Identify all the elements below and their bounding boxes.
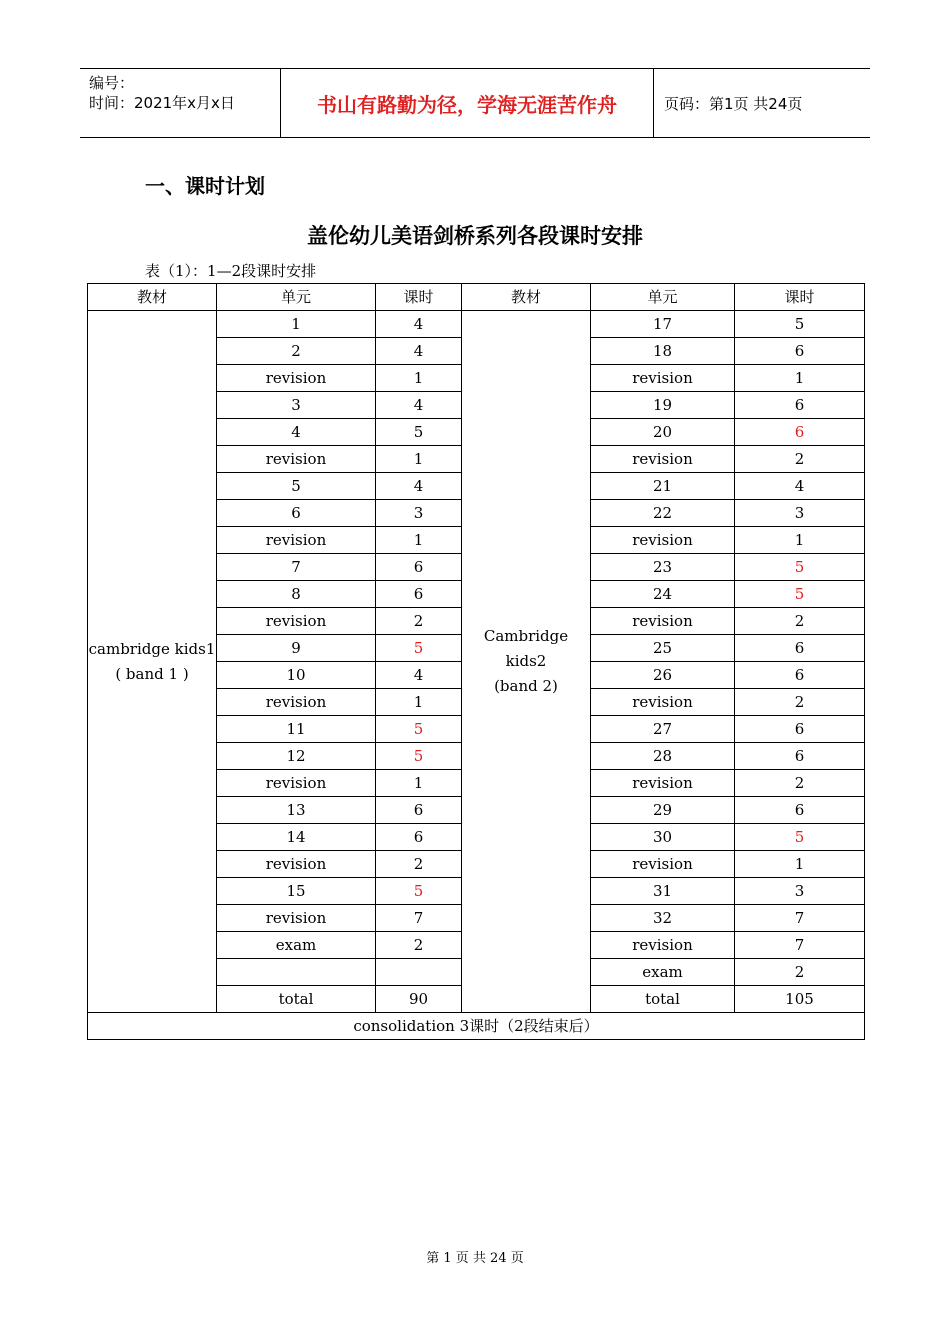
hours-cell: 1 — [735, 365, 865, 392]
unit-cell: 9 — [217, 635, 376, 662]
hours-cell: 5 — [376, 878, 462, 905]
book1-name-line1: cambridge kids1 — [88, 639, 216, 658]
hours-cell: 6 — [735, 635, 865, 662]
unit-cell: revision — [217, 365, 376, 392]
hours-cell: 6 — [735, 662, 865, 689]
hours-cell: 5 — [735, 581, 865, 608]
unit-cell: revision — [217, 689, 376, 716]
hours-cell: 5 — [735, 824, 865, 851]
book2-name-line2: (band 2) — [494, 677, 558, 695]
number-label: 编号： — [89, 74, 135, 92]
unit-cell: 31 — [591, 878, 735, 905]
section-heading: 一、课时计划 — [145, 174, 265, 198]
hours-cell: 6 — [735, 797, 865, 824]
consolidation-cell: consolidation 3课时（2段结束后） — [88, 1013, 865, 1040]
hours-cell: 5 — [735, 554, 865, 581]
column-header: 单元 — [217, 284, 376, 311]
unit-cell: revision — [591, 446, 735, 473]
unit-cell: 20 — [591, 419, 735, 446]
hours-cell: 2 — [376, 608, 462, 635]
unit-cell: 8 — [217, 581, 376, 608]
unit-cell: exam — [591, 959, 735, 986]
unit-cell: 17 — [591, 311, 735, 338]
unit-cell: total — [217, 986, 376, 1013]
unit-cell: revision — [591, 527, 735, 554]
unit-cell: 11 — [217, 716, 376, 743]
schedule-table — [87, 283, 865, 1040]
hours-cell: 6 — [735, 338, 865, 365]
hours-cell: 5 — [376, 716, 462, 743]
hours-cell: 6 — [735, 419, 865, 446]
unit-cell: 7 — [217, 554, 376, 581]
hours-cell: 4 — [376, 311, 462, 338]
hours-cell: 5 — [376, 419, 462, 446]
unit-cell: 32 — [591, 905, 735, 932]
hours-cell: 5 — [735, 311, 865, 338]
hours-cell: 6 — [376, 797, 462, 824]
unit-cell: 21 — [591, 473, 735, 500]
unit-cell: revision — [217, 527, 376, 554]
book1-name-line2: ( band 1 ) — [115, 664, 189, 683]
hours-cell: 2 — [376, 851, 462, 878]
header-page-label: 页码：第1页 共24页 — [664, 94, 803, 113]
hours-cell: 90 — [376, 986, 462, 1013]
hours-cell — [376, 959, 462, 986]
column-header: 单元 — [591, 284, 735, 311]
unit-cell: 14 — [217, 824, 376, 851]
hours-cell: 1 — [376, 446, 462, 473]
unit-cell: 1 — [217, 311, 376, 338]
document-title: 盖伦幼儿美语剑桥系列各段课时安排 — [307, 224, 643, 248]
header-meta — [80, 69, 281, 137]
date-label: 时间：2021年x月x日 — [89, 94, 235, 112]
unit-cell: revision — [591, 365, 735, 392]
hours-cell: 2 — [735, 959, 865, 986]
unit-cell — [217, 959, 376, 986]
unit-cell: 3 — [217, 392, 376, 419]
unit-cell: 6 — [217, 500, 376, 527]
unit-cell: 13 — [217, 797, 376, 824]
unit-cell: 24 — [591, 581, 735, 608]
hours-cell: 2 — [376, 932, 462, 959]
hours-cell: 4 — [735, 473, 865, 500]
page-footer: 第 1 页 共 24 页 — [426, 1251, 524, 1266]
hours-cell: 2 — [735, 689, 865, 716]
table-header-row — [88, 284, 865, 311]
unit-cell: 5 — [217, 473, 376, 500]
hours-cell: 5 — [376, 743, 462, 770]
unit-cell: 4 — [217, 419, 376, 446]
unit-cell: revision — [217, 608, 376, 635]
unit-cell: 30 — [591, 824, 735, 851]
unit-cell: revision — [591, 932, 735, 959]
column-header: 课时 — [735, 284, 865, 311]
book1-cell — [88, 311, 217, 1013]
hours-cell: 6 — [376, 581, 462, 608]
column-header: 教材 — [88, 284, 217, 311]
unit-cell: 18 — [591, 338, 735, 365]
hours-cell: 6 — [376, 824, 462, 851]
hours-cell: 7 — [376, 905, 462, 932]
consolidation-row — [88, 1013, 865, 1040]
hours-cell: 105 — [735, 986, 865, 1013]
unit-cell: 10 — [217, 662, 376, 689]
column-header: 课时 — [376, 284, 462, 311]
hours-cell: 3 — [376, 500, 462, 527]
hours-cell: 1 — [376, 527, 462, 554]
hours-cell: 1 — [376, 689, 462, 716]
hours-cell: 3 — [735, 500, 865, 527]
unit-cell: 19 — [591, 392, 735, 419]
hours-cell: 4 — [376, 392, 462, 419]
book2-name-line1: Cambridge kids2 — [483, 627, 569, 670]
hours-cell: 3 — [735, 878, 865, 905]
hours-cell: 1 — [376, 365, 462, 392]
unit-cell: 15 — [217, 878, 376, 905]
unit-cell: revision — [591, 689, 735, 716]
hours-cell: 7 — [735, 905, 865, 932]
header-motto: 书山有路勤为径，学海无涯苦作舟 — [281, 69, 654, 137]
unit-cell: revision — [217, 446, 376, 473]
table-row — [88, 311, 865, 338]
hours-cell: 5 — [376, 635, 462, 662]
hours-cell: 2 — [735, 446, 865, 473]
unit-cell: 26 — [591, 662, 735, 689]
unit-cell: revision — [217, 851, 376, 878]
unit-cell: 25 — [591, 635, 735, 662]
unit-cell: revision — [591, 770, 735, 797]
unit-cell: 27 — [591, 716, 735, 743]
hours-cell: 4 — [376, 662, 462, 689]
hours-cell: 4 — [376, 338, 462, 365]
hours-cell: 2 — [735, 770, 865, 797]
page-header — [80, 68, 870, 138]
unit-cell: 12 — [217, 743, 376, 770]
unit-cell: exam — [217, 932, 376, 959]
hours-cell: 6 — [735, 392, 865, 419]
unit-cell: revision — [591, 608, 735, 635]
hours-cell: 7 — [735, 932, 865, 959]
unit-cell: total — [591, 986, 735, 1013]
hours-cell: 1 — [735, 851, 865, 878]
hours-cell: 2 — [735, 608, 865, 635]
column-header: 教材 — [462, 284, 591, 311]
hours-cell: 1 — [376, 770, 462, 797]
table-caption: 表（1）：1—2段课时安排 — [145, 262, 317, 280]
hours-cell: 6 — [376, 554, 462, 581]
unit-cell: revision — [217, 905, 376, 932]
hours-cell: 6 — [735, 743, 865, 770]
schedule-body — [88, 284, 865, 1040]
unit-cell: revision — [591, 851, 735, 878]
unit-cell: revision — [217, 770, 376, 797]
hours-cell: 1 — [735, 527, 865, 554]
unit-cell: 2 — [217, 338, 376, 365]
unit-cell: 29 — [591, 797, 735, 824]
unit-cell: 23 — [591, 554, 735, 581]
unit-cell: 28 — [591, 743, 735, 770]
book2-cell — [462, 311, 591, 1013]
hours-cell: 6 — [735, 716, 865, 743]
unit-cell: 22 — [591, 500, 735, 527]
hours-cell: 4 — [376, 473, 462, 500]
